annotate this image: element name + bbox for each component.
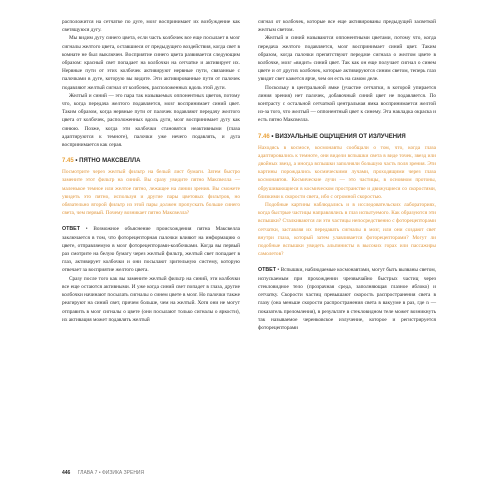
paragraph: сигнал от колбочек, которые все еще активированы предыдущей засветкой желтым светом. xyxy=(258,19,436,34)
paragraph: Поскольку в центральной ямке (участие сетчатки, в которой упирается линия зрения) нет палочек, добавочный синий цвет не подавляется. По контрасту с остальной сетчаткой центральная ямка воспринимается желтой из-за того, что желтый — оппонентный цвет к синему. Эта накладка окраска и есть пятно Максвелла. xyxy=(258,84,436,124)
problem-text: Посмотрите через желтый фильтр на белый лист бумаги. Затем быстро замените этот фильтр на синий. Вы сразу увидите пятно Максвелла — маленькое темное или желтое пятно, лежащее на линии зрения. Вы сможете увидеть это пятно, используя и другие пары цветовых фильтров, но обязательно второй фильтр из этой пары должен пропускать больше синего света, чем первый. Почему возникает пятно Максвелла? xyxy=(62,169,240,217)
paragraph: Желтый и синий называются оппонентными цветами, потому что, когда передача желтого подавляется, мозг воспринимает синий цвет. Таким образом, когда палочки препятствуют передаче сигнала о желтом цвете в колбочке, мозг «видит» синий цвет. Так как он еще получает сигнал о синем цвете и от других колбочек, которые активируются синим светом, теперь глаз увидит свет кажется ярче, чем он есть на самом деле. xyxy=(258,35,436,83)
page-number: 446 xyxy=(62,470,71,476)
section-title: • ПЯТНО МАКСВЕЛЛА xyxy=(75,158,141,165)
paragraph: Желтый и синий — это пара так называемых оппонентных цветов, потому что, когда передача желтого подавляется, мозг воспринимает синий цвет. Таким образом, когда нервные пути от палочек подавляют передачу желтого цвета от колбочек, расположенных вдоль дуги, мозг воспринимает дугу как синюю. Позже, когда эти колбочки становятся неактивными (глаза адаптируются к темноте), палочки уже нечего подавлять, и дуга воспринимается как серая. xyxy=(62,92,240,149)
spacer xyxy=(258,125,436,133)
spacer xyxy=(62,149,240,157)
answer-label: ОТВЕТ xyxy=(258,267,276,274)
left-column xyxy=(62,18,240,324)
section-heading xyxy=(62,157,240,166)
answer-text: Вспышки, наблюдаемые космонавтами, могут быть вызваны светом, испускаемым при прохождении чрезвычайно быстрых частиц через стекловидное тело (прозрачная среда, заполняющая глазное яблоко) и сетчатку. Скорости частиц превышают скорость распространения света в глазу (она меньше скорости распространения света в вакууме в раз, где n — показатель преломления), в результате в стекловидном теле может возникнуть так называемое черенковское излучение, которое и регистрируется фоторецепторами xyxy=(258,267,436,331)
paragraph: расположится на сетчатке по дуге, мозг воспринимает их возбуждение как светящуюся дугу. xyxy=(62,19,240,34)
section-title: • ВИЗУАЛЬНЫЕ ОЩУЩЕНИЯ ОТ ИЗЛУЧЕНИЯ xyxy=(271,133,406,140)
spacer xyxy=(62,217,240,225)
answer-label: ОТВЕТ xyxy=(62,226,80,233)
right-column xyxy=(258,18,436,332)
problem-text: Находясь в космосе, космонавты сообщали о том, что, когда глаза адаптировались к темноте, они видели вспышки света в виде точек, звезд или двойных звезд, а иногда вспышки заполняли большую часть поля зрения. Эти картины порождались космическими лучами, проходящими через глаза космонавтов. Космические лучи — это частицы, в основном протоны, обрушивающиеся в космическом пространстве и движущиеся со скоростями, близкими к скорости света, ибо с огромной скоростью. xyxy=(258,144,436,200)
paragraph: Сразу после того как вы замените желтый фильтр на синий, эти колбочки все еще остаются активными. И уже когда синий свет попадет в глаза, другие колбочки начинают посылать сигналы о синем цвете в мозг. Но палочки также реагируют на синий свет, причем больше, чем на желтый. Хотя они не могут отправить в мозг сигналы о цвете (они посылают только сигналы о яркости), их активация может подавлять желтый xyxy=(62,275,240,323)
answer-paragraph: ОТВЕТ • Возможное объяснение происхождения пятна Максвелла заключается в том, что фоторецепторная палочки влияют на информацию о цвете, отправляемую в мозг фоторецепторами-колбочками. Когда вы первый раз смотрите на белую бумагу через желтый фильтр, желтый свет попадает в глаз, активирует колбочки и они посылают зрительную систему, которую отвечает за восприятие желтого цвета. xyxy=(62,226,240,274)
answer-paragraph: ОТВЕТ • Вспышки, наблюдаемые космонавтами, могут быть вызваны светом, испускаемым при прохождении чрезвычайно быстрых частиц через стекловидное тело (прозрачная среда, заполняющая глазное яблоко) и сетчатку. Скорости частиц превышают скорость распространения света в глазу (она меньше скорости распространения света в вакууме в раз, где n — показатель преломления), в результате в стекловидном теле может возникнуть так называемое черенковское излучение, которое и регистрируется фоторецепторами xyxy=(258,267,436,331)
paragraph: Мы видим дугу синего цвета, если часть колбочек все еще посылает в мозг сигналы желтого цвета, оставшиеся от предыдущего воздействия, когда свет в комнате не был выключен. Восприятие синего цвета развивается следующим образом: красный свет попадает на колбочки на сетчатке и активирует их. Нервные пути от этих колбочек активируют нервные пути, связанные с палочками в дуге, которую вы видите. Эти активированные пути от палочек подавляют желтый сигнал от колбочек, расположенных вдоль этой дуги. xyxy=(62,35,240,91)
section-number: 7.46 xyxy=(258,133,270,140)
chapter-title: ГЛАВА 7 • ФИЗИКА ЗРЕНИЯ xyxy=(77,470,145,476)
section-number: 7.45 xyxy=(62,158,74,165)
section-heading xyxy=(258,133,436,142)
page-footer xyxy=(62,470,144,476)
spacer xyxy=(258,258,436,266)
problem-text: Подобные картины наблюдались и в исследовательских лабораториях, когда быстрые частицы направлялись в глаз испытуемого. Как образуются эти вспышки? Сталкиваются ли эти частицы непосредственно с фоторецепторами сетчатки, заставляя их передавать сигналы в мозг, или они создают свет внутри глаза, который затем улавливается фоторецепторами? Могут ли подобные вспышки увидеть альпинисты в высоких горах или пассажиры самолетов? xyxy=(258,202,436,258)
answer-text: Возможное объяснение происхождения пятна Максвелла заключается в том, что фоторецепторная палочки влияют на информацию о цвете, отправляемую в мозг фоторецепторами-колбочками. Когда вы первый раз смотрите на белую бумагу через желтый фильтр, желтый свет попадает в глаз, активирует колбочки и они посылают зрительную систему, которую отвечает за восприятие желтого цвета. xyxy=(62,226,240,274)
